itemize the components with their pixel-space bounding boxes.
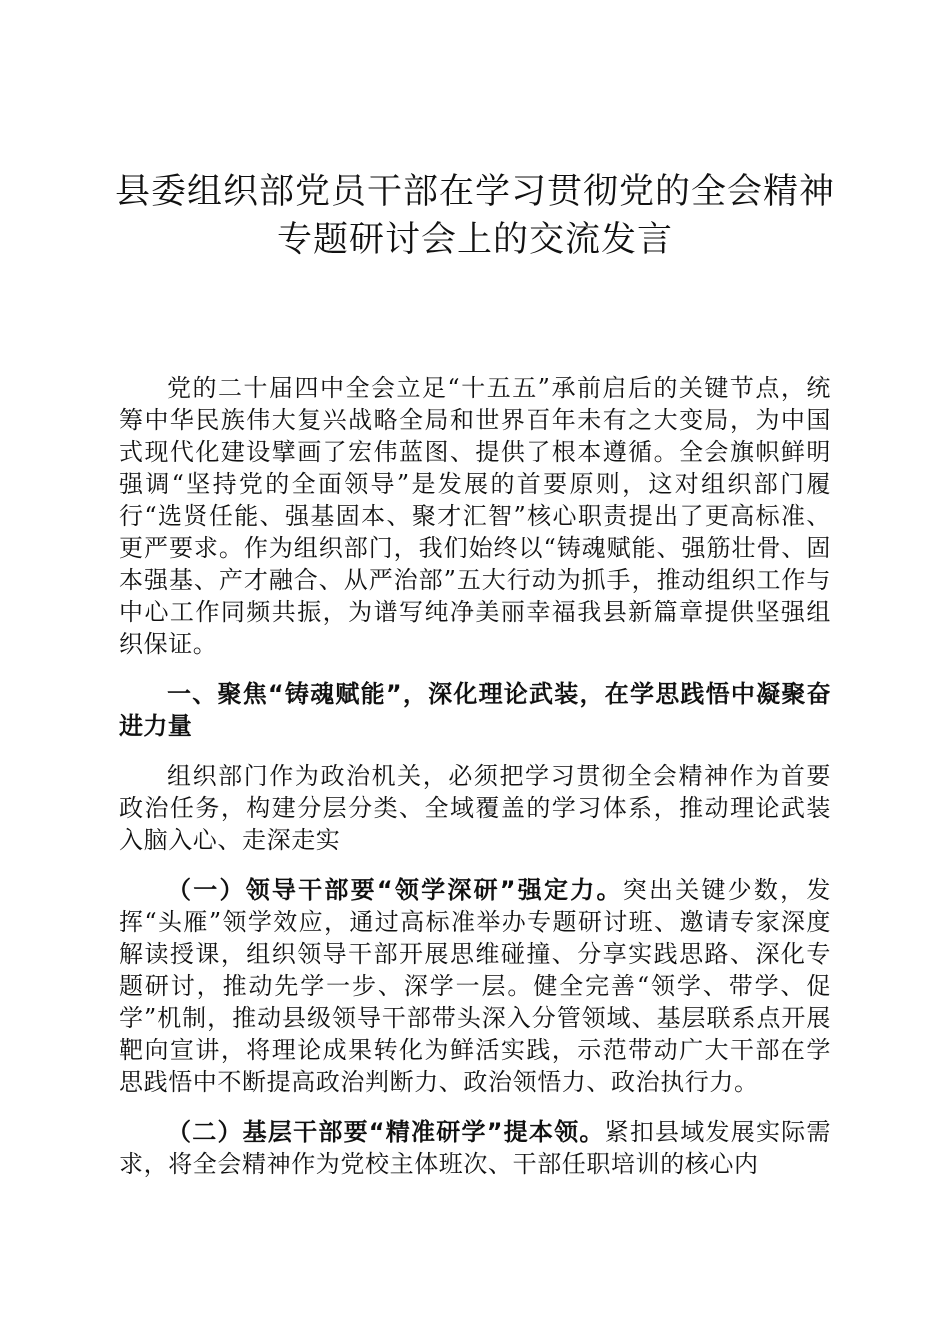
subsection-1-paragraph bbox=[119, 874, 831, 1098]
section-1-intro-paragraph: 组织部门作为政治机关，必须把学习贯彻全会精神作为首要政治任务，构建分层分类、全域覆盖的学习体系，推动理论武装入脑入心、走深走实 bbox=[119, 762, 831, 854]
subsection-2-paragraph bbox=[119, 1116, 831, 1180]
subsection-2-lead: （二）基层干部要“精准研学”提本领。 bbox=[167, 1118, 605, 1146]
subsection-1-text: 突出关键少数，发挥“头雁”领学效应，通过高标准举办专题研讨班、邀请专家深度解读授课，组织领导干部开展思维碰撞、分享实践思路、深化专题研讨，推动先学一步、深学一层。健全完善“领学、带学、促学”机制，推动县级领导干部带头深入分管领域、基层联系点开展靶向宣讲，将理论成果转化为鲜活实践，示范带动广大干部在学思践悟中不断提高政治判断力、政治领悟力、政治执行力。 bbox=[119, 876, 831, 1096]
section-1-heading: 一、聚焦“铸魂赋能”，深化理论武装，在学思践悟中凝聚奋进力量 bbox=[119, 680, 831, 740]
document-body bbox=[119, 372, 831, 1198]
title-line-1: 县委组织部党员干部在学习贯彻党的全会精神 bbox=[114, 172, 835, 212]
subsection-1-lead: （一）领导干部要“领学深研”强定力。 bbox=[167, 876, 623, 904]
intro-paragraph: 党的二十届四中全会立足“十五五”承前启后的关键节点，统筹中华民族伟大复兴战略全局和世界百年未有之大变局，为中国式现代化建设擘画了宏伟蓝图、提供了根本遵循。全会旗帜鲜明强调“坚持党的全面领导”是发展的首要原则，这对组织部门履行“选贤任能、强基固本、聚才汇智”核心职责提出了更高标准、更严要求。作为组织部门，我们始终以“铸魂赋能、强筋壮骨、固本强基、产才融合、从严治部”五大行动为抓手，推动组织工作与中心工作同频共振，为谱写纯净美丽幸福我县新篇章提供坚强组织保证。 bbox=[119, 374, 831, 658]
subsection-2-text: 紧扣县域发展实际需求，将全会精神作为党校主体班次、干部任职培训的核心内 bbox=[119, 1118, 831, 1178]
title-line-2: 专题研讨会上的交流发言 bbox=[276, 220, 673, 260]
document-title bbox=[100, 168, 850, 264]
